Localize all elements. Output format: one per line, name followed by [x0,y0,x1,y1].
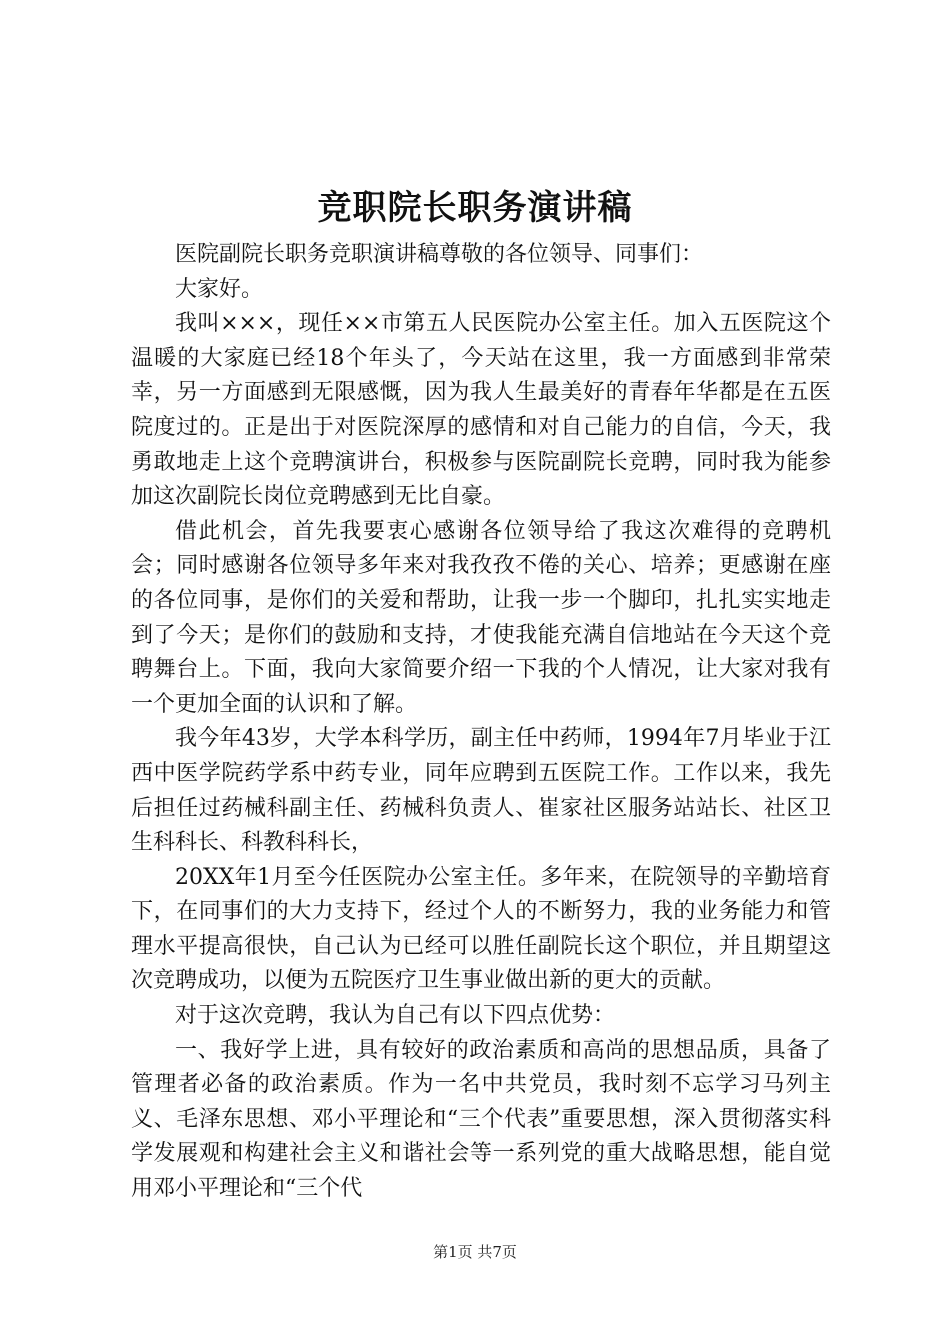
paragraph-gratitude: 借此机会，首先我要衷心感谢各位领导给了我这次难得的竞聘机会；同时感谢各位领导多年来对我孜孜不倦的关心、培养；更感谢在座的各位同事，是你们的关爱和帮助，让我一步一个脚印，扎扎实实地走到了今天；是你们的鼓励和支持，才使我能充满自信地站在今天这个竞聘舞台上。下面，我向大家简要介绍一下我的个人情况，让大家对我有一个更加全面的认识和了解。 [131,518,831,717]
paragraph-advantages-intro: 对于这次竞聘，我认为自己有以下四点优势： [175,1003,616,1029]
paragraph-greeting: 医院副院长职务竞职演讲稿尊敬的各位领导、同事们： [175,242,704,267]
paragraph-introduction: 我叫×××，现任××市第五人民医院办公室主任。加入五医院这个温暖的大家庭已经18个年头了，今天站在这里，我一方面感到非常荣幸，另一方面感到无限感慨，因为我人生最美好的青春年华都是在五医院度过的。正是出于对医院深厚的感情和对自己能力的自信，今天，我勇敢地走上这个竞聘演讲台，积极参与医院副院长竞聘，同时我为能参加这次副院长岗位竞聘感到无比自豪。 [131,311,831,510]
paragraph-background: 我今年43岁，大学本科学历，副主任中药师，1994年7月毕业于江西中医学院药学系中药专业，同年应聘到五医院工作。工作以来，我先后担任过药械科副主任、药械科负责人、崔家社区服务站站长、社区卫生科科长、科教科科长， [131,726,831,856]
document-title: 竞职院长职务演讲稿 [317,188,633,228]
document-body [131,238,831,1207]
paragraph-hello: 大家好。 [175,276,264,302]
page-number-footer: 第1页 共7页 [433,1243,517,1261]
paragraph-advantage-one: 一、我好学上进，具有较好的政治素质和高尚的思想品质，具备了管理者必备的政治素质。作为一名中共党员，我时刻不忘学习马列主义、毛泽东思想、邓小平理论和“三个代表”重要思想，深入贯彻落实科学发展观和构建社会主义和谐社会等一系列党的重大战略思想，能自觉用邓小平理论和“三个代 [131,1037,831,1202]
paragraph-current-role: 20XX年1月至今任医院办公室主任。多年来，在院领导的辛勤培育下，在同事们的大力支持下，经过个人的不断努力，我的业务能力和管理水平提高很快，自己认为已经可以胜任副院长这个职位，并且期望这次竞聘成功，以便为五院医疗卫生事业做出新的更大的贡献。 [131,864,831,994]
